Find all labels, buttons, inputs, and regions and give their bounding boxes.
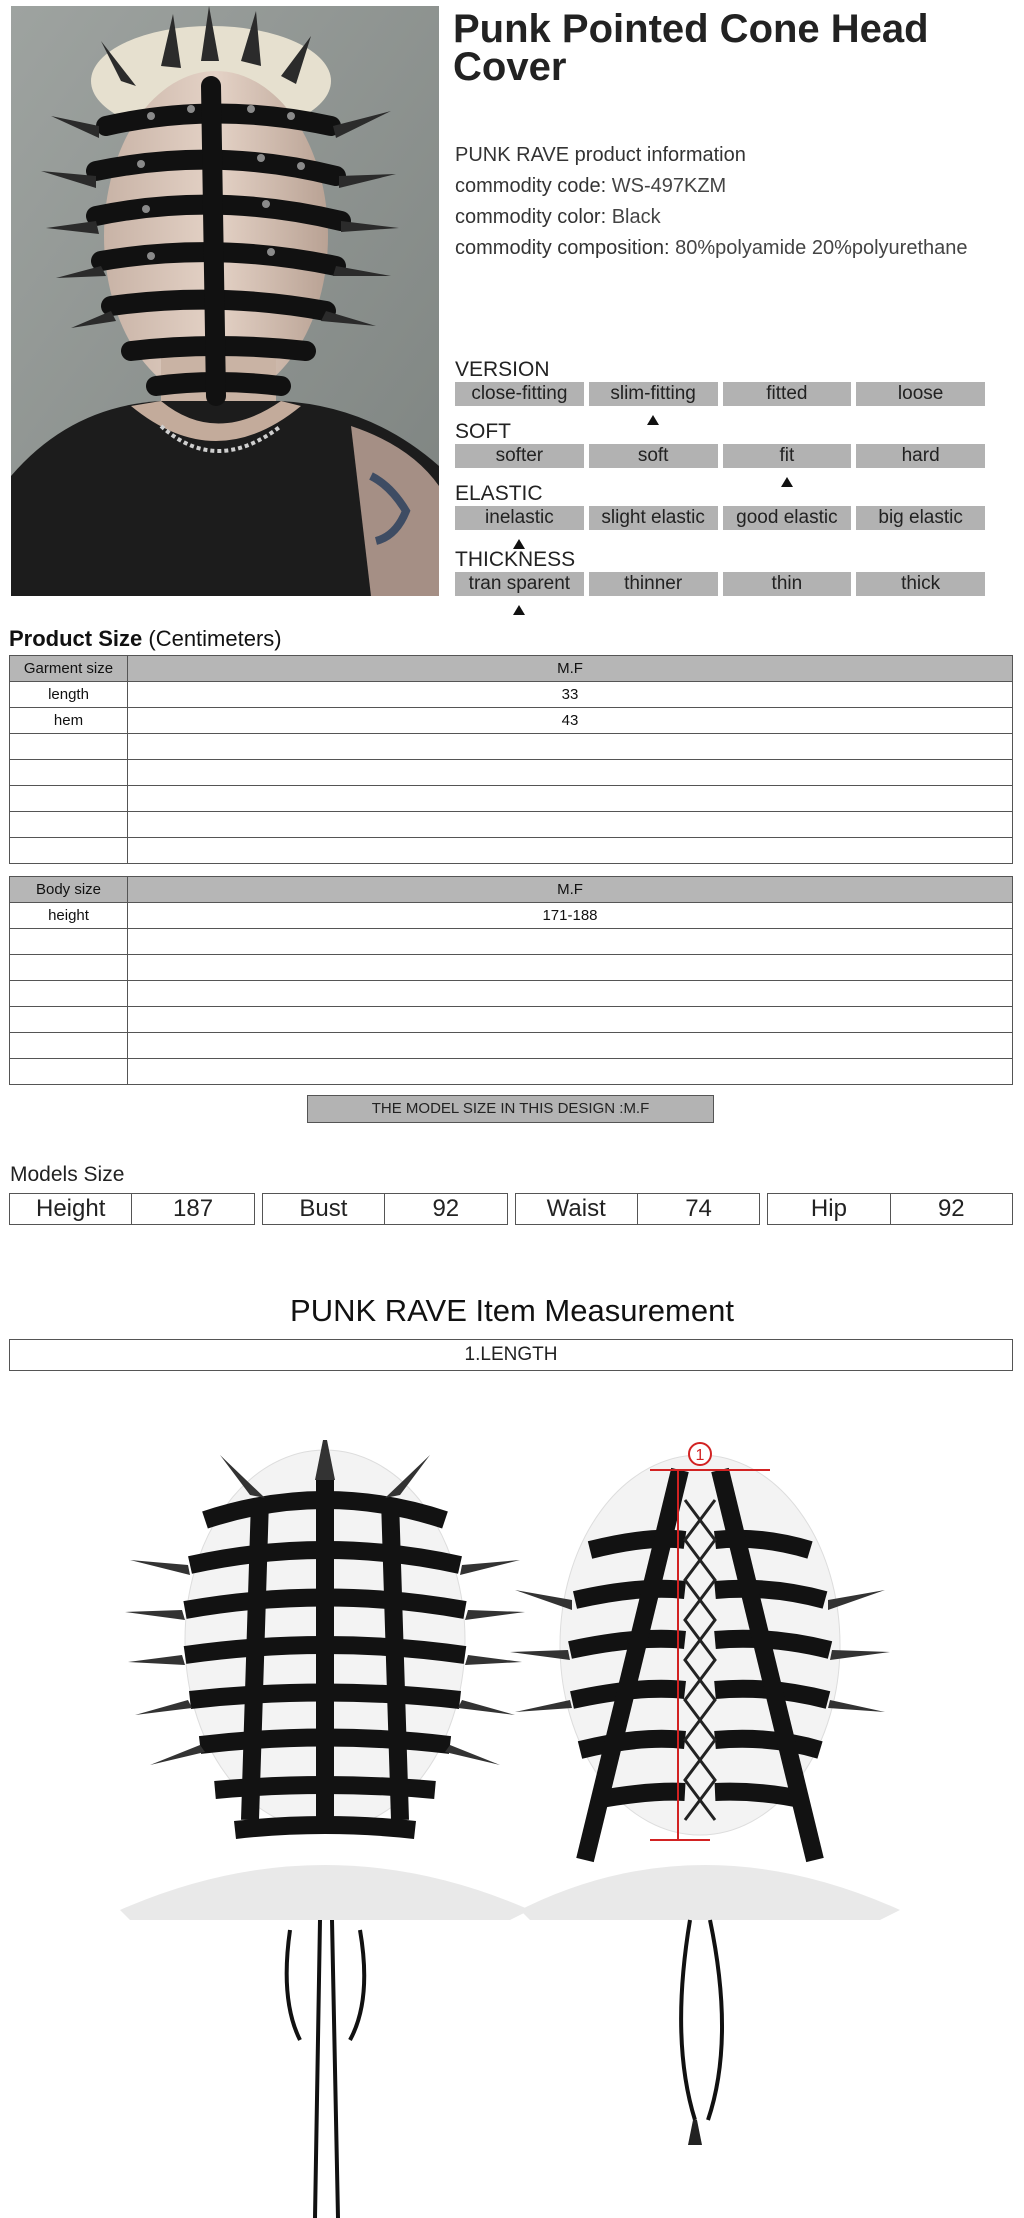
models-size-label: Models Size bbox=[10, 1163, 125, 1186]
attribute-option: big elastic bbox=[856, 506, 985, 530]
table-row bbox=[10, 838, 1013, 864]
table-cell: 43 bbox=[128, 708, 1013, 734]
attribute-version bbox=[455, 358, 987, 406]
attribute-title: THICKNESS bbox=[455, 548, 576, 571]
commodity-color-label: commodity color: bbox=[455, 206, 607, 228]
measure-marker-label: 1 bbox=[695, 1447, 705, 1464]
measure-label: Bust bbox=[263, 1194, 385, 1224]
product-size-heading bbox=[9, 626, 282, 652]
attribute-thickness bbox=[455, 548, 987, 596]
commodity-color-value: Black bbox=[611, 206, 661, 228]
attribute-scale bbox=[455, 444, 987, 468]
attribute-option: softer bbox=[455, 444, 584, 468]
back-view-image bbox=[510, 1443, 900, 2145]
table-cell bbox=[128, 838, 1013, 864]
attribute-option: inelastic bbox=[455, 506, 584, 530]
table-cell bbox=[128, 760, 1013, 786]
product-title: Punk Pointed Cone Head Cover bbox=[453, 7, 929, 89]
model-measure-height bbox=[9, 1193, 255, 1225]
table-cell bbox=[10, 838, 128, 864]
measure-label: Height bbox=[10, 1194, 132, 1224]
attribute-scale bbox=[455, 506, 987, 530]
table-row bbox=[10, 1033, 1013, 1059]
table-row bbox=[10, 955, 1013, 981]
attribute-option: soft bbox=[589, 444, 718, 468]
attribute-scale bbox=[455, 572, 987, 596]
table-cell bbox=[128, 734, 1013, 760]
measure-label: Waist bbox=[516, 1194, 638, 1224]
table-cell bbox=[10, 786, 128, 812]
table-cell: 33 bbox=[128, 682, 1013, 708]
table-cell: 171-188 bbox=[128, 903, 1013, 929]
table-header-cell: Body size bbox=[10, 877, 128, 903]
table-header-cell: M.F bbox=[128, 877, 1013, 903]
front-view-image bbox=[120, 1440, 530, 2218]
attribute-title: VERSION bbox=[455, 358, 550, 381]
product-size-title: Product Size bbox=[9, 626, 143, 651]
table-cell bbox=[128, 929, 1013, 955]
attribute-scale bbox=[455, 382, 987, 406]
table-cell bbox=[128, 812, 1013, 838]
table-row bbox=[10, 1059, 1013, 1085]
attribute-option: close-fitting bbox=[455, 382, 584, 406]
body-size-table bbox=[9, 876, 1013, 1085]
attribute-elastic bbox=[455, 482, 987, 530]
table-cell bbox=[128, 1059, 1013, 1085]
attribute-option: thin bbox=[723, 572, 852, 596]
product-measurement-photos bbox=[110, 1440, 910, 2218]
table-header-row bbox=[10, 877, 1013, 903]
commodity-code bbox=[455, 171, 1015, 202]
table-cell bbox=[10, 955, 128, 981]
table-cell: hem bbox=[10, 708, 128, 734]
attribute-option: fitted bbox=[723, 382, 852, 406]
commodity-composition-value: 80%polyamide 20%polyurethane bbox=[675, 237, 968, 259]
table-cell bbox=[128, 1033, 1013, 1059]
table-row bbox=[10, 1007, 1013, 1033]
table-header-cell: M.F bbox=[128, 656, 1013, 682]
table-cell bbox=[10, 1007, 128, 1033]
attribute-title: SOFT bbox=[455, 420, 511, 443]
selected-marker-icon bbox=[513, 605, 525, 615]
measure-value: 74 bbox=[685, 1195, 712, 1222]
table-cell bbox=[128, 1007, 1013, 1033]
table-cell bbox=[10, 734, 128, 760]
table-cell bbox=[10, 981, 128, 1007]
table-row bbox=[10, 682, 1013, 708]
commodity-code-value: WS-497KZM bbox=[611, 175, 727, 197]
model-measure-waist bbox=[515, 1193, 761, 1225]
attribute-option: good elastic bbox=[723, 506, 852, 530]
table-cell bbox=[10, 1033, 128, 1059]
table-cell bbox=[128, 981, 1013, 1007]
attribute-option: tran sparent bbox=[455, 572, 584, 596]
table-cell bbox=[10, 812, 128, 838]
measurement-item: 1.LENGTH bbox=[9, 1339, 1013, 1371]
table-cell: length bbox=[10, 682, 128, 708]
attribute-option: fit bbox=[723, 444, 852, 468]
attribute-option: slight elastic bbox=[589, 506, 718, 530]
table-row bbox=[10, 708, 1013, 734]
table-row bbox=[10, 786, 1013, 812]
table-cell: height bbox=[10, 903, 128, 929]
table-cell bbox=[10, 760, 128, 786]
commodity-composition-label: commodity composition: bbox=[455, 237, 670, 259]
commodity-composition bbox=[455, 233, 1015, 264]
attribute-option: slim-fitting bbox=[589, 382, 718, 406]
attribute-option: loose bbox=[856, 382, 985, 406]
measurement-title: PUNK RAVE Item Measurement bbox=[290, 1293, 734, 1328]
table-row bbox=[10, 929, 1013, 955]
model-photo bbox=[11, 6, 439, 596]
table-cell bbox=[10, 1059, 128, 1085]
table-row bbox=[10, 903, 1013, 929]
attribute-option: thinner bbox=[589, 572, 718, 596]
model-measure-bust bbox=[262, 1193, 508, 1225]
commodity-code-label: commodity code: bbox=[455, 175, 607, 197]
measure-value: 92 bbox=[432, 1195, 460, 1222]
garment-size-table bbox=[9, 655, 1013, 864]
attribute-option: hard bbox=[856, 444, 985, 468]
measure-value: 187 bbox=[173, 1195, 214, 1222]
table-row bbox=[10, 812, 1013, 838]
measure-label: Hip bbox=[768, 1194, 890, 1224]
measure-value: 92 bbox=[937, 1195, 965, 1222]
table-header-row bbox=[10, 656, 1013, 682]
table-row bbox=[10, 981, 1013, 1007]
models-size-row bbox=[9, 1193, 1013, 1225]
table-header-cell: Garment size bbox=[10, 656, 128, 682]
attribute-soft bbox=[455, 420, 987, 468]
attribute-option: thick bbox=[856, 572, 985, 596]
product-size-unit: (Centimeters) bbox=[148, 626, 282, 651]
table-row bbox=[10, 760, 1013, 786]
info-heading: PUNK RAVE product information bbox=[455, 144, 746, 166]
table-cell bbox=[10, 929, 128, 955]
product-info bbox=[455, 140, 1015, 264]
model-measure-hip bbox=[767, 1193, 1013, 1225]
table-cell bbox=[128, 955, 1013, 981]
table-cell bbox=[128, 786, 1013, 812]
attribute-title: ELASTIC bbox=[455, 482, 543, 505]
model-size-banner: THE MODEL SIZE IN THIS DESIGN :M.F bbox=[307, 1095, 714, 1123]
table-row bbox=[10, 734, 1013, 760]
commodity-color bbox=[455, 202, 1015, 233]
